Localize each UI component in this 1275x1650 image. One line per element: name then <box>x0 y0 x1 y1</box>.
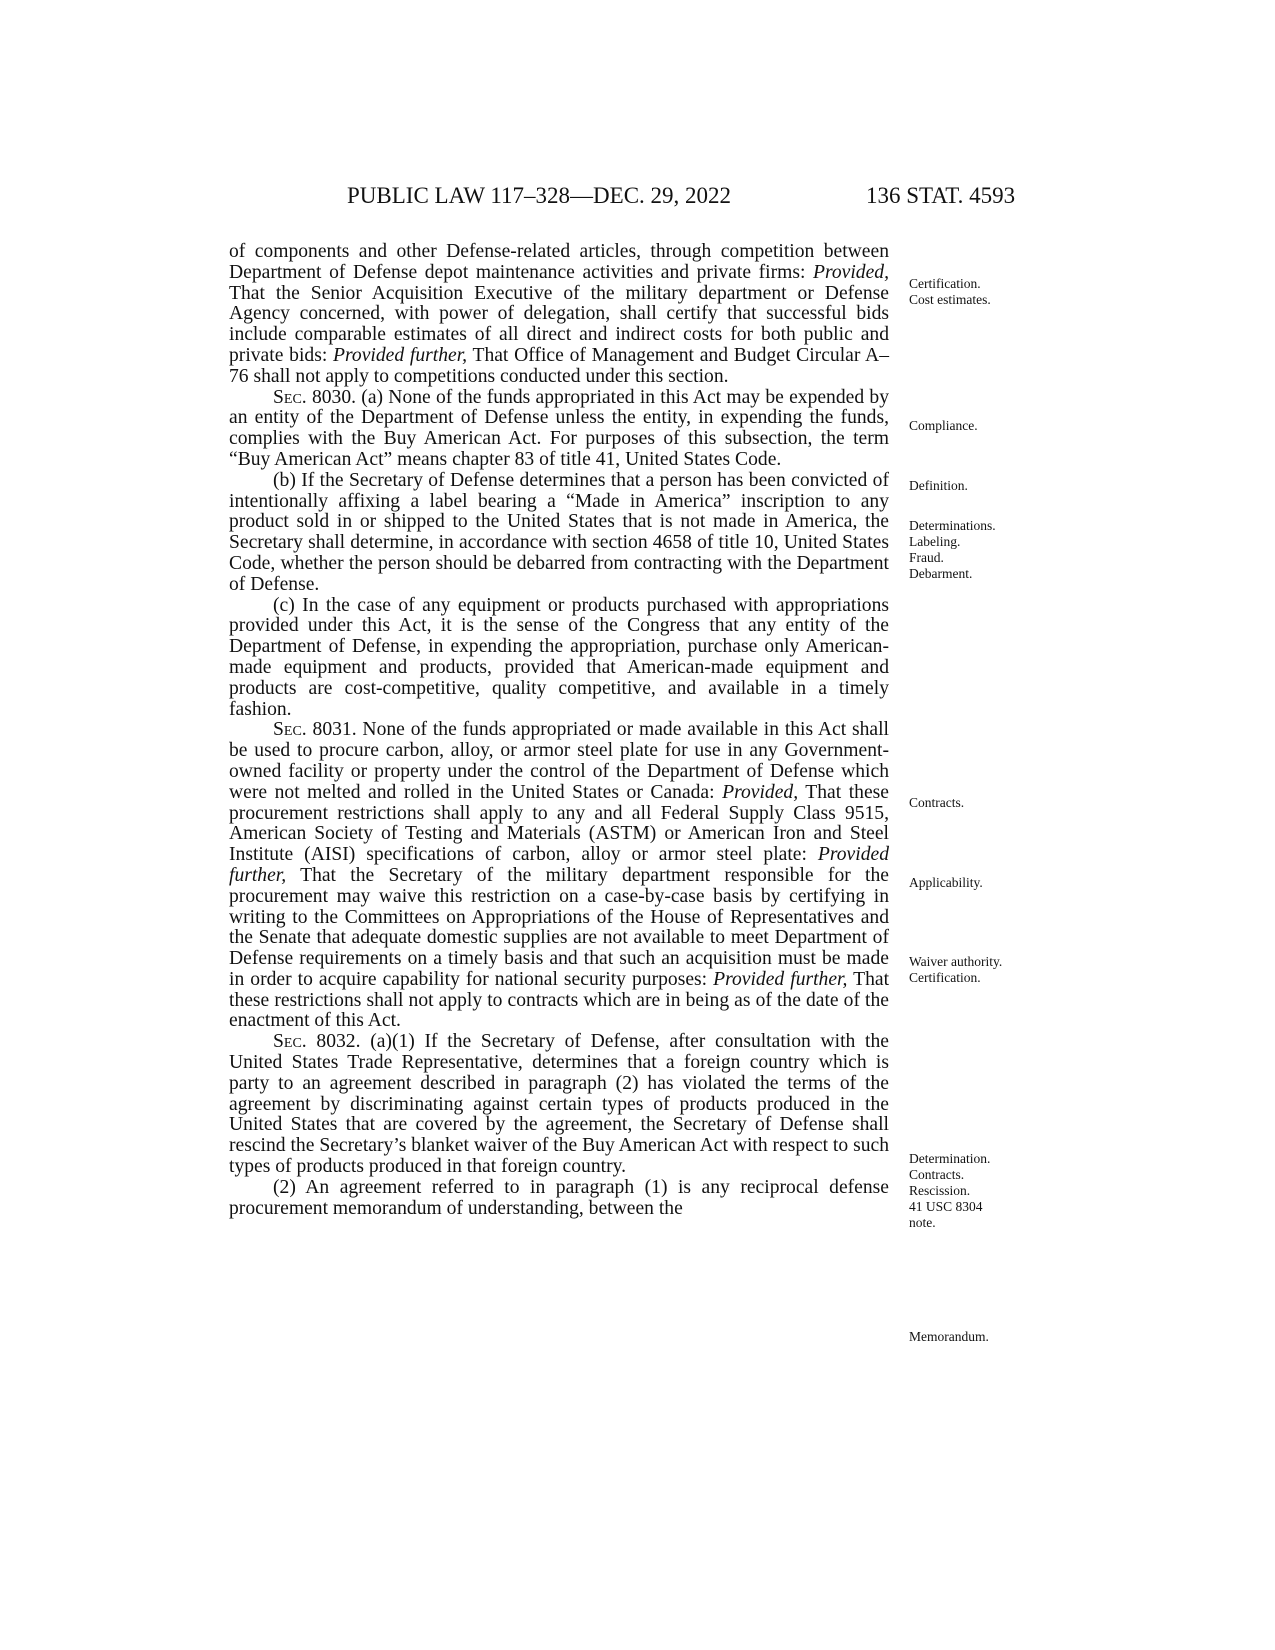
running-head-title: PUBLIC LAW 117–328—DEC. 29, 2022 <box>347 183 732 208</box>
section-8032-a2: (2) An agreement referred to in paragraph (1) is any reciprocal defense procurement memorandum of understanding, between the <box>229 1176 889 1219</box>
margin-note: Applicability. <box>909 875 983 890</box>
margin-note: Memorandum. <box>909 1329 989 1344</box>
section-8030-b: (b) If the Secretary of Defense determines that a person has been convicted of intentionally affixing a label bearing a “Made in America” inscription to any product sold in or shipped to the United States that is not made in America, the Secretary shall determine, in accordance with section 4658 of title 10, United States Code, whether the person should be debarred from contracting with the Department of Defense. <box>229 469 889 595</box>
section-8031: Sec. 8031. None of the funds appropriated or made available in this Act shall be used to procure carbon, alloy, or armor steel plate for use in any Government-owned facility or property under the control of the Department of Defense which were not melted and rolled in the United States or Canada: Provided, That these procurement restrictions shall apply to any and all Federal Supply Class 9515, American Society of Testing and Materials (ASTM) or American Iron and Steel Institute (AISI) specifications of carbon, alloy or armor steel plate: Provided further, That the Secretary of the military department responsible for the procurement may waive this restriction on a case-by-case basis by certifying in writing to the Committees on Appropriations of the House of Representatives and the Senate that adequate domestic supplies are not available to meet Department of Defense requirements on a timely basis and that such an acquisition must be made in order to acquire capability for national security purposes: Provided further, That these restrictions shall not apply to contracts which are in being as of the date of the enactment of this Act. <box>229 719 890 1032</box>
margin-note: Contracts. <box>909 795 965 810</box>
section-8030-a: Sec. 8030. (a) None of the funds appropriated in this Act may be expended by an entity of the Department of Defense unless the entity, in expending the funds, complies with the Buy American Act. For purposes of this subsection, the term “Buy American Act” means chapter 83 of title 41, United States Code. <box>229 386 889 470</box>
margin-note: Certification. Cost estimates. <box>909 276 991 307</box>
page-stat-number: 136 STAT. 4593 <box>866 183 1016 208</box>
margin-note: Waiver authority. Certification. <box>909 954 1003 985</box>
section-8032-a1: Sec. 8032. (a)(1) If the Secretary of Defense, after consultation with the United States Trade Representative, determines that a foreign country which is party to an agreement described in paragraph (2) has violated the terms of the agreement by discriminating against certain types of products produced in the United States that are covered by the agreement, the Secretary of Defense shall rescind the Secretary’s blanket waiver of the Buy American Act with respect to such types of products produced in that foreign country. <box>229 1031 889 1178</box>
statute-body <box>229 242 889 1219</box>
margin-note: Determinations. Labeling. Fraud. Debarment. <box>909 518 996 581</box>
margin-note: Determination. Contracts. Rescission. 41 USC 8304 note. <box>909 1151 991 1230</box>
margin-note: Compliance. <box>909 418 978 433</box>
margin-note: Definition. <box>909 478 968 493</box>
paragraph-continuation: of components and other Defense-related articles, through competition between Department of Defense depot maintenance activities and private firms: Provided, That the Senior Acquisition Executive of the military department or Defense Agency concerned, with power of delegation, shall certify that successful bids include comparable estimates of all direct and indirect costs for both public and private bids: Provided further, That Office of Management and Budget Circular A–76 shall not apply to competitions conducted under this section. <box>229 241 889 387</box>
section-8030-c: (c) In the case of any equipment or products purchased with appropriations provided under this Act, it is the sense of the Congress that any entity of the Department of Defense, in expending the appropriation, purchase only American-made equipment and products, provided that American-made equipment and products are cost-competitive, quality competitive, and available in a timely fashion. <box>229 594 889 720</box>
